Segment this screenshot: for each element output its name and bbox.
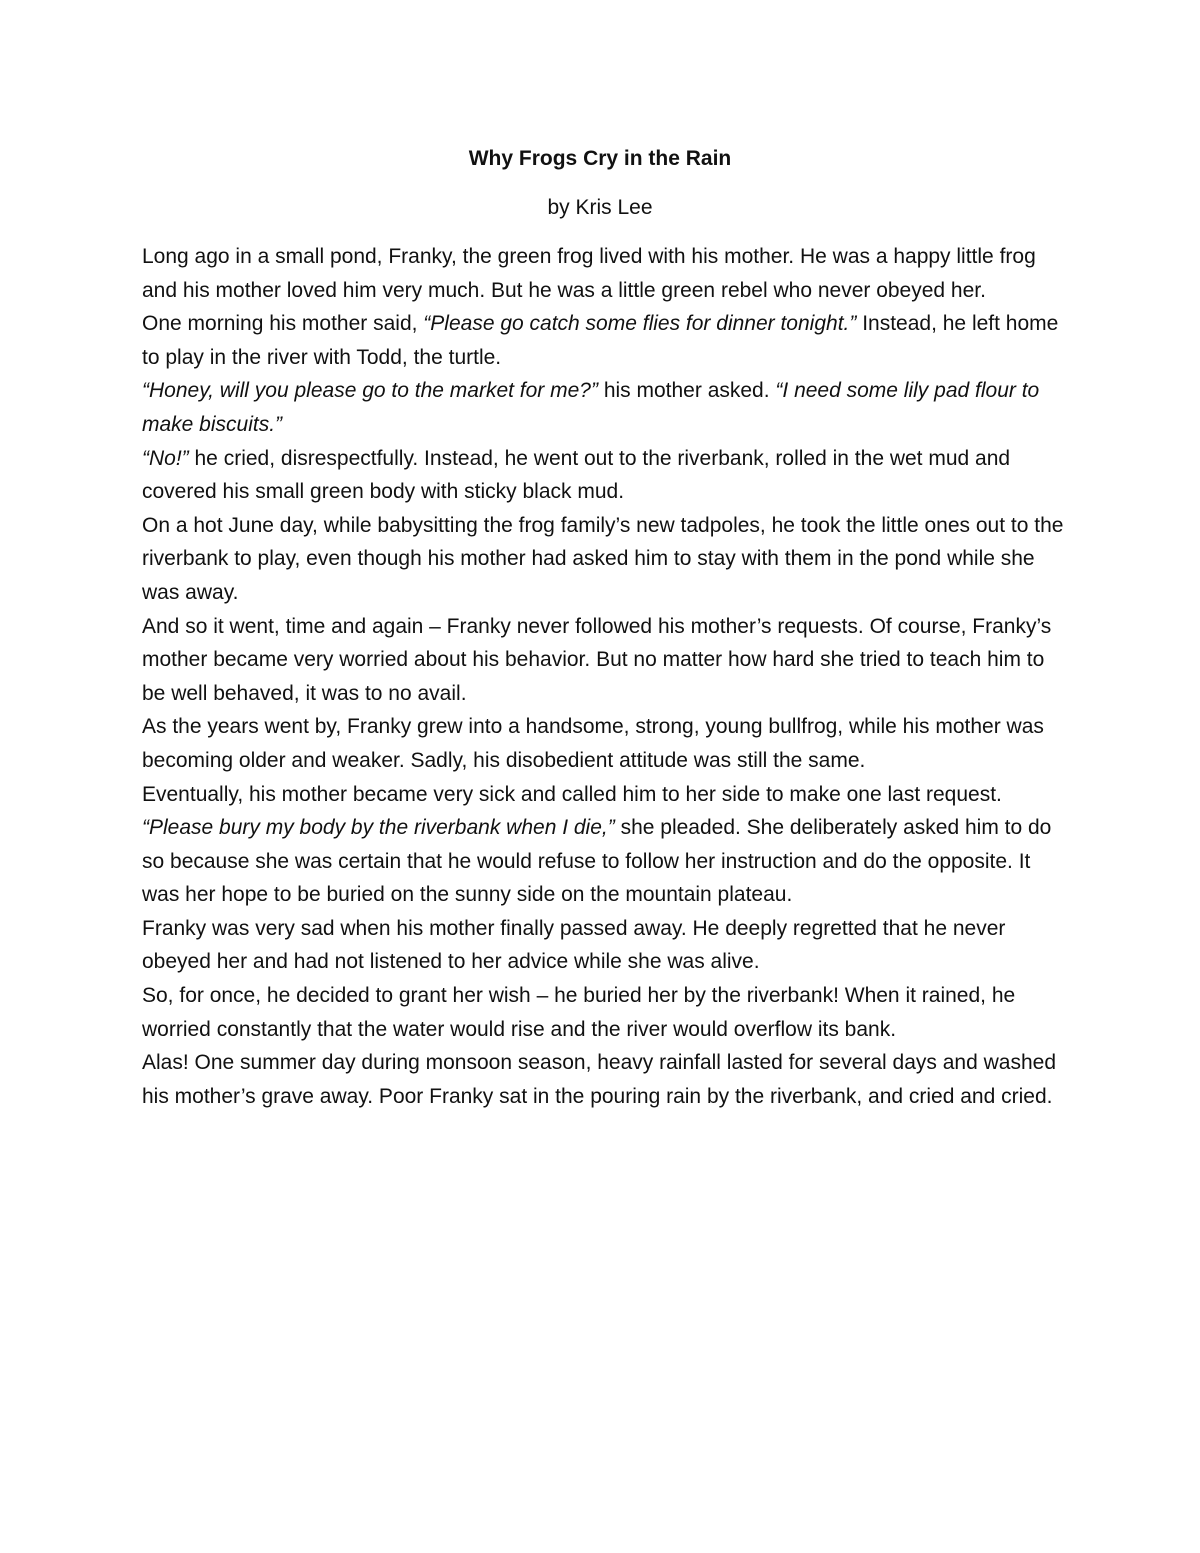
paragraph-text: And so it went, time and again – Franky never followed his mother’s requests. Of course, Franky’s mother became very worried about his behavior. But no matter how hard she tried to teach him to be well behaved, it was to no avail. (142, 614, 1052, 705)
story-paragraph (142, 710, 1066, 777)
story-paragraph (142, 1046, 1066, 1113)
story-body (142, 240, 1066, 1113)
story-paragraph (142, 979, 1066, 1046)
quoted-speech: “No!” (142, 446, 189, 470)
paragraph-text: So, for once, he decided to grant her wish – he buried her by the riverbank! When it rained, he worried constantly that the water would rise and the river would overflow its bank. (142, 984, 1016, 1041)
story-paragraph (142, 374, 1066, 441)
paragraph-text: his mother asked. (597, 379, 776, 403)
paragraph-text: Long ago in a small pond, Franky, the green frog lived with his mother. He was a happy little frog and his mother loved him very much. But he was a little green rebel who never obeyed her. (142, 245, 1036, 302)
paragraph-text: On a hot June day, while babysitting the frog family’s new tadpoles, he took the little ones out to the riverbank to play, even though his mother had asked him to stay with them in the pond while she was away. (142, 513, 1064, 604)
story-paragraph (142, 307, 1066, 374)
paragraph-text: Eventually, his mother became very sick and called him to her side to make one last request. (142, 782, 1002, 806)
paragraph-text: Franky was very sad when his mother finally passed away. He deeply regretted that he never obeyed her and had not listened to her advice while she was alive. (142, 916, 1006, 974)
story-title: Why Frogs Cry in the Rain (468, 147, 732, 170)
paragraph-text: One morning his mother said, (142, 312, 424, 336)
paragraph-text: he cried, disrespectfully. Instead, he went out to the riverbank, rolled in the wet mud and covered his small green body with sticky black mud. (142, 446, 1011, 504)
story-author: by Kris Lee (547, 196, 653, 219)
quoted-speech: “I need some lily pad flour to make biscuits.” (142, 379, 1040, 436)
paragraph-text: Instead, he left home to play in the river with Todd, the turtle. (142, 312, 1059, 369)
paragraph-text: she pleaded. She deliberately asked him to do so because she was certain that he would refuse to follow her instruction and do the opposite. It was her hope to be buried on the sunny side on the mountain plateau. (142, 816, 1052, 907)
paragraph-text: As the years went by, Franky grew into a handsome, strong, young bullfrog, while his mother was becoming older and weaker. Sadly, his disobedient attitude was still the same. (142, 715, 1044, 772)
story-paragraph (142, 912, 1066, 979)
story-paragraph (142, 240, 1066, 307)
quoted-speech: “Please go catch some flies for dinner tonight.” (423, 312, 857, 336)
story-paragraph (142, 509, 1066, 610)
story-paragraph (142, 442, 1066, 509)
quoted-speech: “Honey, will you please go to the market for me?” (142, 379, 598, 403)
quoted-speech: “Please bury my body by the riverbank when I die,” (142, 816, 615, 840)
story-paragraph (142, 610, 1066, 711)
paragraph-text: Alas! One summer day during monsoon season, heavy rainfall lasted for several days and washed his mother’s grave away. Poor Franky sat in the pouring rain by the riverbank, and cried and cried. (142, 1051, 1056, 1108)
story-paragraph (142, 778, 1066, 912)
